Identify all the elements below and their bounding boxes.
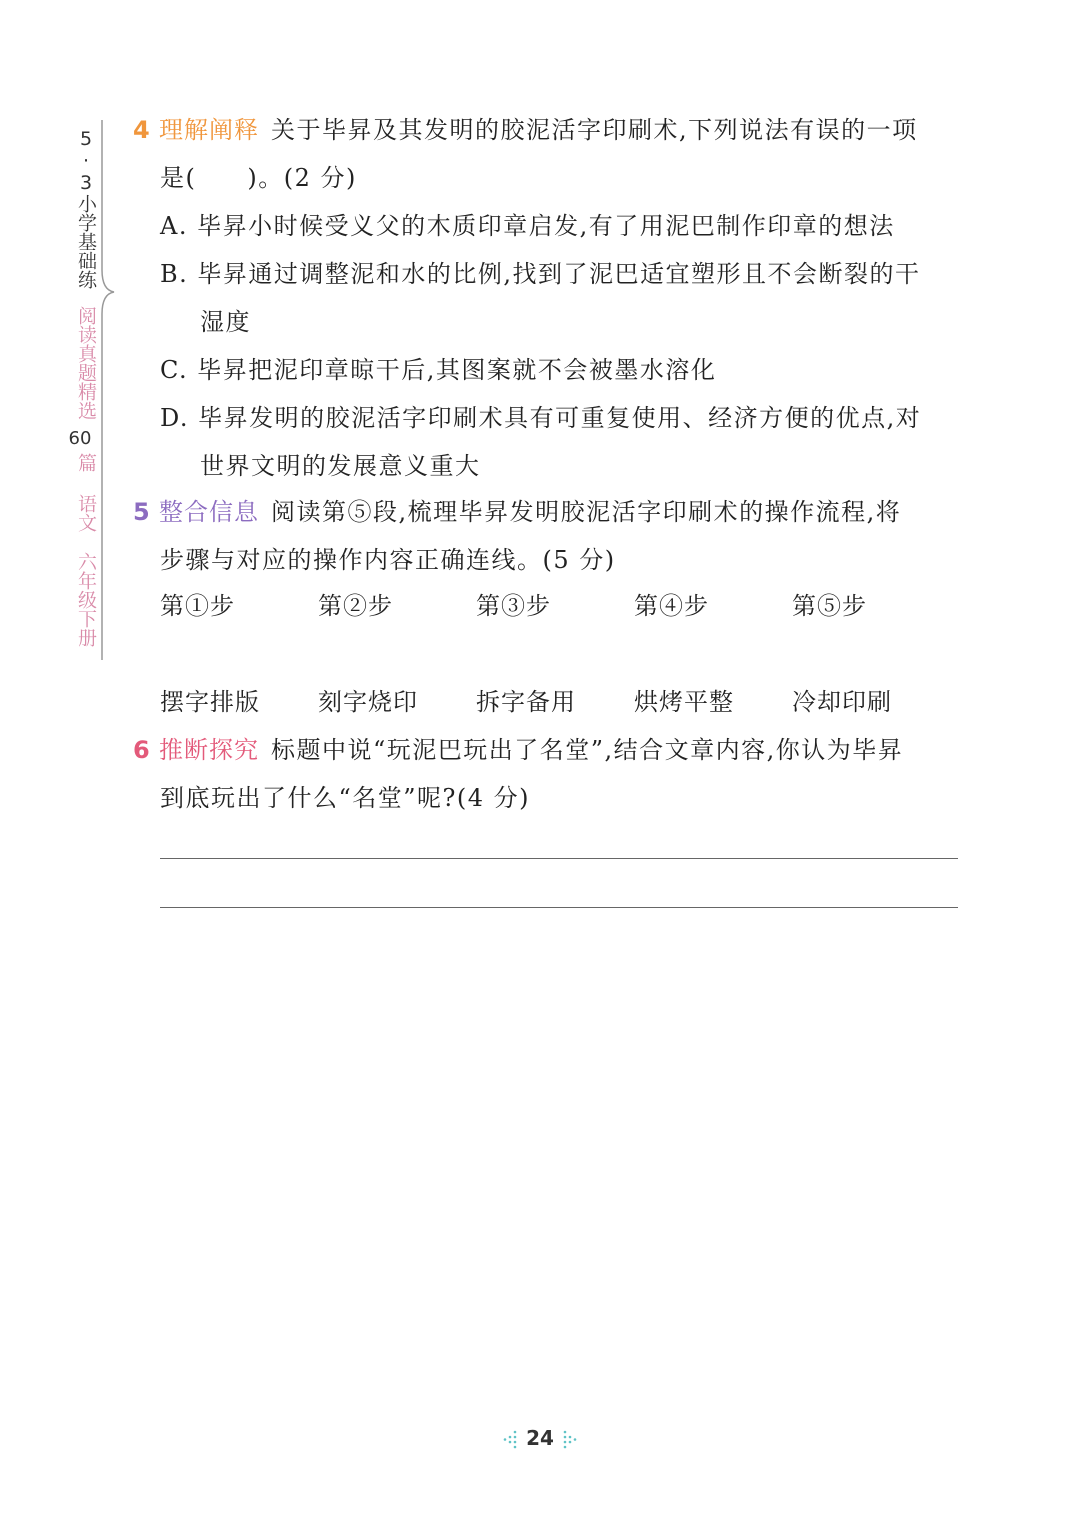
option-4d: D. 毕昇发明的胶泥活字印刷术具有可重复使用、经济方便的优点,对 [160, 404, 922, 432]
sidebar-grade: 六年级下册 [75, 552, 97, 647]
answer-line-2[interactable] [160, 907, 958, 908]
operation-3[interactable]: 拆字备用 [476, 688, 576, 716]
question-5-header [133, 488, 963, 536]
page-footer [0, 1426, 1080, 1451]
operation-4[interactable]: 烘烤平整 [634, 688, 734, 716]
question-6-stem-cont: 到底玩出了什么“名堂”呢?(4 分) [160, 784, 531, 812]
question-4-stem: 关于毕昇及其发明的胶泥活字印刷术,下列说法有误的一项 [271, 116, 918, 144]
question-5-stem-cont: 步骤与对应的操作内容正确连线。(5 分) [160, 546, 616, 574]
step-5[interactable]: 第⑤步 [792, 592, 867, 620]
question-4-stem-cont: 是( )。(2 分) [160, 164, 357, 192]
question-4-header [133, 106, 963, 154]
option-4a: A. 毕昇小时候受义父的木质印章启发,有了用泥巴制作印章的想法 [160, 212, 895, 240]
step-2[interactable]: 第②步 [318, 592, 393, 620]
question-5-tag: 整合信息 [159, 498, 259, 526]
option-4b: B. 毕昇通过调整泥和水的比例,找到了泥巴适宜塑形且不会断裂的干 [160, 260, 921, 288]
question-5-stem: 阅读第⑤段,梳理毕昇发明胶泥活字印刷术的操作流程,将 [271, 498, 902, 526]
left-dots-icon [502, 1429, 518, 1451]
option-4b-cont: 湿度 [200, 308, 251, 336]
answer-line-1[interactable] [160, 858, 958, 859]
sidebar-section-a: 阅读真题精选 [75, 306, 97, 420]
option-4d-cont: 世界文明的发展意义重大 [200, 452, 481, 480]
operation-5[interactable]: 冷却印刷 [792, 688, 892, 716]
sidebar-bracket [100, 120, 116, 660]
question-4-tag: 理解阐释 [159, 116, 259, 144]
operation-2[interactable]: 刻字烧印 [318, 688, 418, 716]
step-4[interactable]: 第④步 [634, 592, 709, 620]
question-6-tag: 推断探究 [159, 736, 259, 764]
sidebar-book-title: 5·3小学基础练 [75, 128, 97, 289]
question-6-number: 6 [133, 736, 150, 764]
step-1[interactable]: 第①步 [160, 592, 235, 620]
question-4-number: 4 [133, 116, 150, 144]
step-3[interactable]: 第③步 [476, 592, 551, 620]
question-6-header [133, 726, 963, 774]
question-5-number: 5 [133, 498, 150, 526]
right-dots-icon [562, 1429, 578, 1451]
page-number: 24 [526, 1426, 554, 1450]
sidebar-subject: 语文 [75, 494, 97, 532]
sidebar-count: 60 [68, 428, 92, 449]
operation-1[interactable]: 摆字排版 [160, 688, 260, 716]
sidebar-section-b: 篇 [75, 453, 97, 472]
question-6-stem: 标题中说“玩泥巴玩出了名堂”,结合文章内容,你认为毕昇 [271, 736, 904, 764]
option-4c: C. 毕昇把泥印章晾干后,其图案就不会被墨水溶化 [160, 356, 717, 384]
